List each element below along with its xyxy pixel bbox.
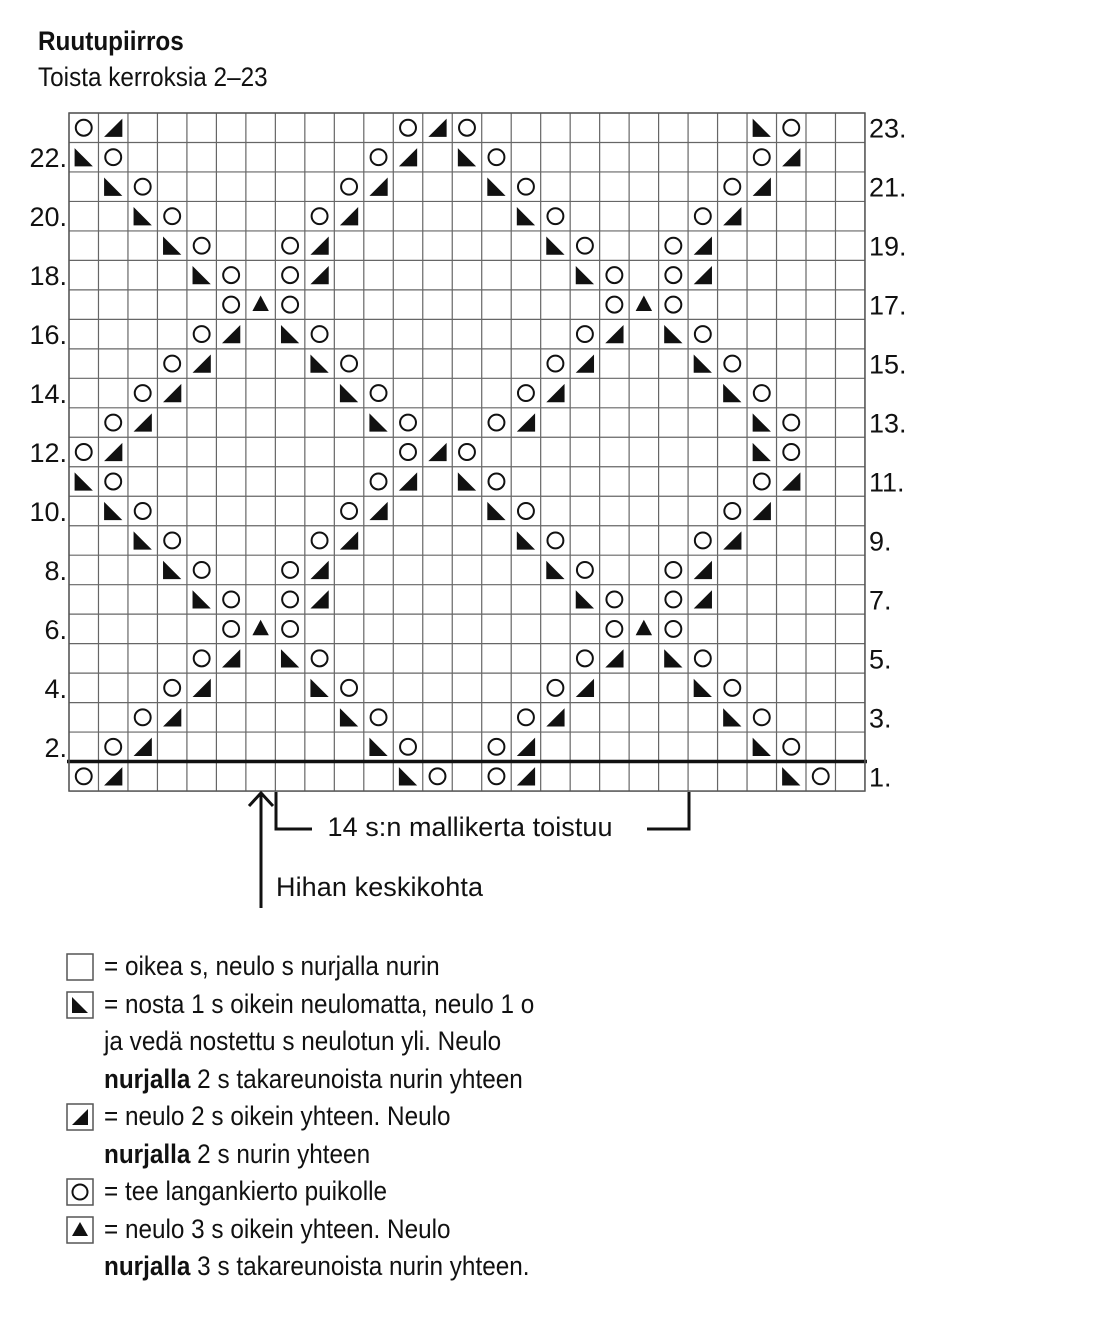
row-label-right: 19.	[868, 231, 907, 262]
k3tog-icon	[66, 1216, 94, 1244]
legend-line	[104, 986, 534, 1024]
legend-line-text: = neulo 3 s oikein yhteen. Neulo	[104, 1213, 451, 1244]
legend-text	[104, 986, 534, 1099]
row-label-right: 7.	[868, 585, 892, 616]
legend-text	[104, 1211, 529, 1286]
legend-bold: nurjalla	[104, 1138, 191, 1169]
row-label-left: 22.	[29, 143, 67, 174]
row-label-right: 1.	[868, 762, 892, 793]
repeat-label: 14 s:n mallikerta toistuu	[327, 812, 613, 842]
row-label-right: 17.	[868, 290, 907, 321]
legend-line	[104, 1211, 529, 1249]
row-label-right: 3.	[868, 703, 892, 734]
legend-item	[66, 1098, 582, 1173]
row-label-left: 16.	[29, 320, 67, 351]
row-label-left: 18.	[29, 261, 67, 292]
ssk-icon	[66, 991, 94, 1019]
row-label-left: 10.	[29, 496, 67, 527]
legend-line-text: = neulo 2 s oikein yhteen. Neulo	[104, 1101, 451, 1131]
legend-line-text: 3 s takareunoista nurin yhteen.	[190, 1251, 530, 1281]
row-label-right: 15.	[868, 349, 907, 380]
legend-text	[104, 1173, 387, 1211]
row-label-right: 13.	[868, 408, 907, 439]
row-label-right: 21.	[868, 172, 907, 203]
legend-line-text: = oikea s, neulo s nurjalla nurin	[104, 951, 440, 981]
blank-icon	[66, 953, 94, 981]
legend-line-text: 2 s nurin yhteen	[190, 1138, 371, 1169]
row-label-right: 23.	[868, 113, 907, 144]
legend-line-text: = tee langankierto puikolle	[104, 1176, 388, 1206]
legend-line	[104, 1248, 529, 1286]
row-label-left: 6.	[44, 614, 67, 645]
row-label-left: 8.	[44, 555, 67, 586]
row-label-left: 4.	[44, 673, 67, 704]
row-label-right: 9.	[868, 526, 892, 557]
row-label-right: 11.	[868, 467, 905, 498]
row-label-left: 2.	[44, 732, 67, 763]
legend-line	[104, 1061, 534, 1099]
chart-subtitle: Toista kerroksia 2–23	[38, 62, 268, 92]
repeat-bracket-left	[276, 792, 312, 829]
row-label-right: 5.	[868, 644, 892, 675]
legend-item	[66, 986, 582, 1099]
legend-text	[104, 1098, 451, 1173]
legend-line	[104, 1098, 451, 1136]
legend-line	[104, 1023, 534, 1061]
legend	[66, 948, 582, 1286]
chart-title: Ruutupiirros	[38, 26, 184, 56]
row-label-left: 20.	[29, 202, 67, 233]
legend-line-text: 2 s takareunoista nurin yhteen	[190, 1063, 523, 1094]
k2tog-icon	[66, 1103, 94, 1131]
chart-grid-bg	[69, 113, 865, 791]
legend-line-text: = nosta 1 s oikein neulomatta, neulo 1 o	[104, 988, 535, 1019]
center-label: Hihan keskikohta	[276, 872, 483, 902]
legend-bold: nurjalla	[104, 1251, 191, 1281]
legend-text	[104, 948, 440, 986]
yarn-over-icon	[66, 1178, 94, 1206]
legend-line	[104, 948, 440, 986]
legend-item	[66, 1173, 582, 1211]
legend-line	[104, 1136, 451, 1174]
row-label-left: 14.	[29, 379, 67, 410]
legend-bold: nurjalla	[104, 1063, 191, 1094]
legend-item	[66, 948, 582, 986]
legend-line-text: ja vedä nostettu s neulotun yli. Neulo	[104, 1026, 502, 1056]
row-label-left: 12.	[29, 438, 67, 469]
repeat-bracket-right	[647, 792, 689, 829]
legend-item	[66, 1211, 582, 1286]
legend-line	[104, 1173, 387, 1211]
